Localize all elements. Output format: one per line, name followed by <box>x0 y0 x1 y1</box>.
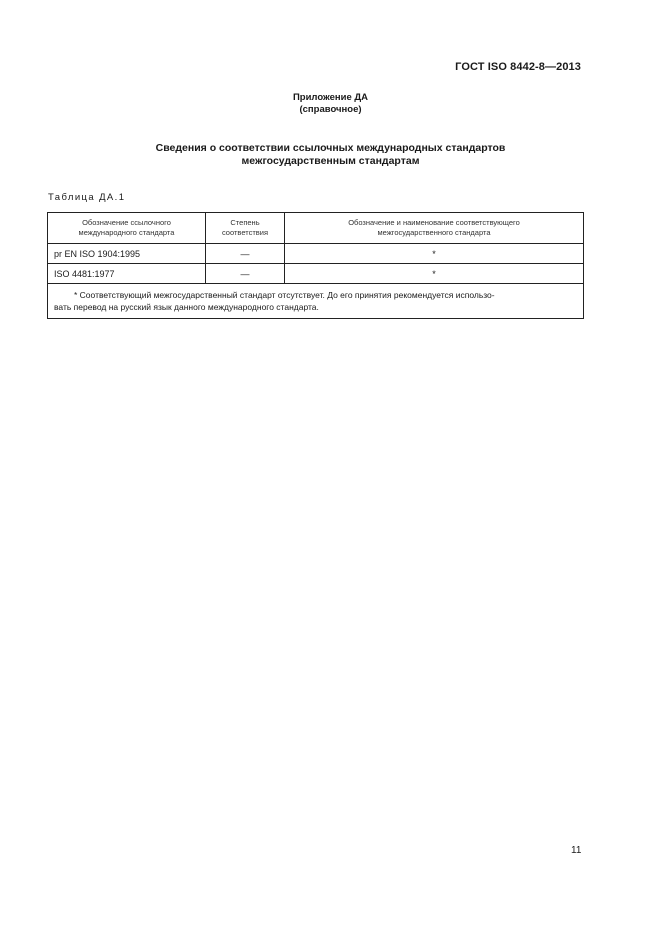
page-title <box>0 142 661 168</box>
header-col1-line1: Обозначение ссылочного <box>82 218 171 227</box>
cell-standard: * <box>285 244 584 264</box>
table-note-row <box>48 284 584 319</box>
table-row <box>48 264 584 284</box>
table-row <box>48 244 584 264</box>
header-col3-line1: Обозначение и наименование соответствующего <box>348 218 520 227</box>
annex-subtitle: (справочное) <box>299 104 362 115</box>
document-code: ГОСТ ISO 8442-8—2013 <box>455 61 581 73</box>
footnote-line-2: вать перевод на русский язык данного международного стандарта. <box>54 302 319 312</box>
table-footnote <box>48 284 584 319</box>
page-title-line-2: межгосударственным стандартам <box>241 155 420 167</box>
header-interstate-standard <box>285 213 584 244</box>
header-degree <box>206 213 285 244</box>
annex-heading <box>0 92 661 116</box>
table-header-row <box>48 213 584 244</box>
annex-title: Приложение ДА <box>292 92 369 103</box>
header-col1-line2: международного стандарта <box>78 228 175 237</box>
cell-reference: pr EN ISO 1904:1995 <box>48 244 206 264</box>
footnote-line-1: * Соответствующий межгосударственный стандарт отсутствует. До его принятия рекомендуется использо- <box>74 290 495 300</box>
cell-reference: ISO 4481:1977 <box>48 264 206 284</box>
page-title-line-1: Сведения о соответствии ссылочных международных стандартов <box>155 142 506 154</box>
header-col2-line2: соответствия <box>221 228 269 237</box>
reference-standards-table <box>47 212 584 319</box>
header-col2-line1: Степень <box>230 218 260 227</box>
cell-degree: — <box>206 244 285 264</box>
page-number: 11 <box>571 845 582 856</box>
table-caption: Таблица ДА.1 <box>48 192 126 203</box>
header-col3-line2: межгосударственного стандарта <box>377 228 491 237</box>
header-reference-standard <box>48 213 206 244</box>
cell-degree: — <box>206 264 285 284</box>
cell-standard: * <box>285 264 584 284</box>
